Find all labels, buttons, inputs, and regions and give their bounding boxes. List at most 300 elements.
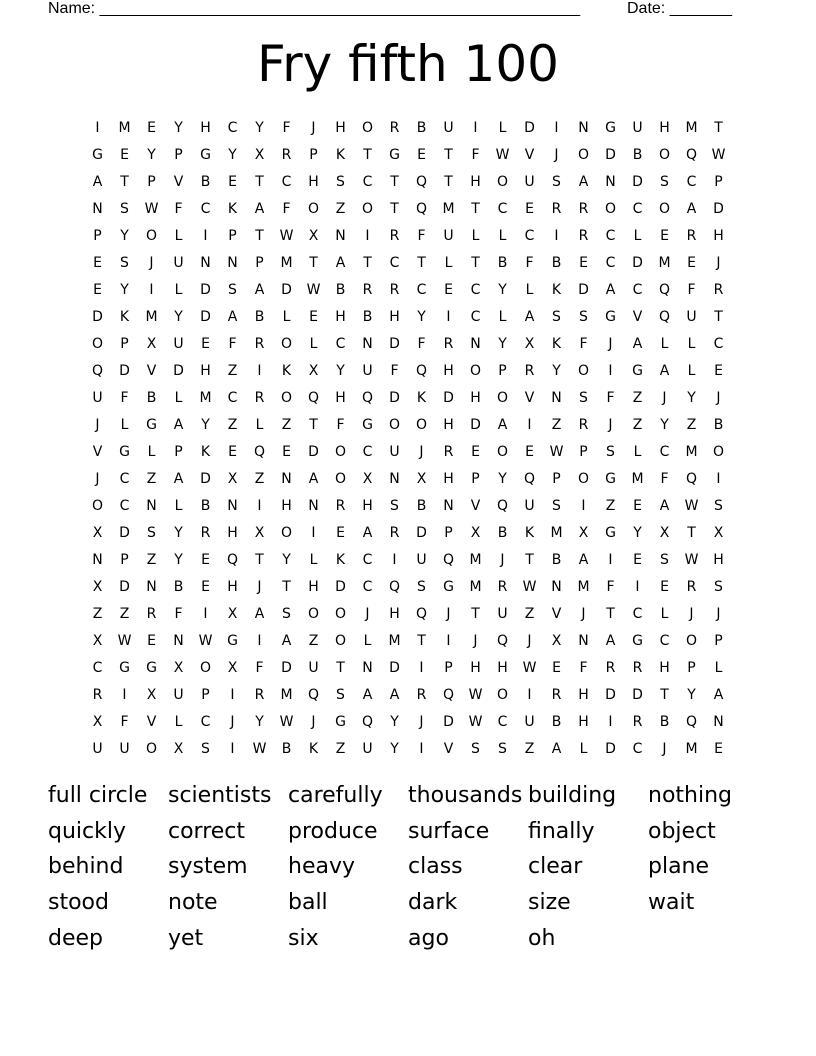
grid-cell[interactable]: R [389,281,400,298]
grid-cell[interactable]: W [684,497,699,514]
grid-cell[interactable]: E [120,146,129,163]
grid-cell[interactable]: P [714,632,723,649]
grid-cell[interactable]: Q [685,713,698,730]
grid-cell[interactable]: H [470,389,481,406]
grid-cell[interactable]: A [497,416,508,433]
grid-cell[interactable]: R [254,686,265,703]
grid-cell[interactable]: A [254,200,265,217]
grid-cell[interactable]: R [686,227,697,244]
grid-cell[interactable]: W [306,281,321,298]
grid-cell[interactable]: A [551,740,562,757]
grid-cell[interactable]: Q [307,686,320,703]
grid-cell[interactable]: A [578,173,589,190]
grid-cell[interactable]: L [633,227,642,244]
grid-cell[interactable]: R [524,362,535,379]
grid-cell[interactable]: E [147,632,156,649]
grid-cell[interactable]: S [714,497,723,514]
grid-cell[interactable]: I [608,362,613,379]
grid-cell[interactable]: D [713,200,724,217]
grid-cell[interactable]: Q [658,308,671,325]
grid-cell[interactable]: C [227,119,238,136]
grid-cell[interactable]: J [500,551,505,568]
grid-cell[interactable]: G [632,362,643,379]
grid-cell[interactable]: Q [388,578,401,595]
grid-cell[interactable]: X [146,335,157,352]
grid-cell[interactable]: I [446,308,451,325]
grid-cell[interactable]: F [417,227,426,244]
grid-cell[interactable]: M [685,443,698,460]
grid-cell[interactable]: C [632,200,643,217]
grid-cell[interactable]: X [92,524,103,541]
grid-cell[interactable]: Z [308,632,319,649]
grid-cell[interactable]: Z [281,416,292,433]
grid-cell[interactable]: P [93,227,102,244]
grid-cell[interactable]: Z [335,740,346,757]
grid-cell[interactable]: L [579,740,588,757]
grid-cell[interactable]: Z [605,497,616,514]
grid-cell[interactable]: U [443,119,454,136]
grid-cell[interactable]: Q [658,281,671,298]
grid-cell[interactable]: L [444,254,453,271]
grid-cell[interactable]: T [714,308,723,325]
grid-cell[interactable]: Z [92,605,103,622]
grid-cell[interactable]: F [579,335,588,352]
grid-cell[interactable]: I [554,119,559,136]
grid-cell[interactable]: S [579,389,588,406]
grid-cell[interactable]: I [95,119,100,136]
grid-cell[interactable]: E [660,578,669,595]
grid-cell[interactable]: E [93,254,102,271]
grid-cell[interactable]: O [361,119,374,136]
grid-cell[interactable]: F [228,335,237,352]
grid-cell[interactable]: J [419,443,424,460]
grid-cell[interactable]: T [309,416,318,433]
grid-cell[interactable]: Q [415,605,428,622]
grid-cell[interactable]: Y [174,308,183,325]
grid-cell[interactable]: E [201,578,210,595]
grid-cell[interactable]: R [497,578,508,595]
grid-cell[interactable]: T [714,119,723,136]
grid-cell[interactable]: K [119,308,130,325]
grid-cell[interactable]: C [524,227,535,244]
grid-cell[interactable]: O [712,443,725,460]
grid-cell[interactable]: K [335,551,346,568]
grid-cell[interactable]: T [417,632,426,649]
grid-cell[interactable]: G [605,119,616,136]
grid-cell[interactable]: X [659,524,670,541]
grid-cell[interactable]: D [200,308,211,325]
grid-cell[interactable]: N [470,335,481,352]
grid-cell[interactable]: L [255,416,264,433]
grid-cell[interactable]: H [389,308,400,325]
grid-cell[interactable]: P [444,524,453,541]
grid-cell[interactable]: S [282,605,291,622]
grid-cell[interactable]: E [336,524,345,541]
grid-cell[interactable]: G [92,146,103,163]
grid-cell[interactable]: C [605,227,616,244]
grid-cell[interactable]: O [361,200,374,217]
grid-cell[interactable]: H [443,416,454,433]
grid-cell[interactable]: R [335,497,346,514]
grid-cell[interactable]: A [362,524,373,541]
grid-cell[interactable]: N [92,551,103,568]
grid-cell[interactable]: S [336,173,345,190]
grid-cell[interactable]: B [281,740,292,757]
grid-cell[interactable]: R [146,605,157,622]
grid-cell[interactable]: M [145,308,158,325]
grid-cell[interactable]: M [469,578,482,595]
grid-cell[interactable]: Q [496,497,509,514]
grid-cell[interactable]: O [334,470,347,487]
grid-cell[interactable]: O [604,200,617,217]
grid-cell[interactable]: P [201,686,210,703]
grid-cell[interactable]: F [282,119,291,136]
grid-cell[interactable]: A [713,686,724,703]
grid-cell[interactable]: I [257,362,262,379]
grid-cell[interactable]: Z [227,362,238,379]
grid-cell[interactable]: F [390,362,399,379]
grid-cell[interactable]: B [551,551,562,568]
grid-cell[interactable]: Q [415,200,428,217]
grid-cell[interactable]: Y [390,713,399,730]
grid-cell[interactable]: M [685,119,698,136]
grid-cell[interactable]: T [471,200,480,217]
grid-cell[interactable]: K [308,740,319,757]
grid-cell[interactable]: X [92,578,103,595]
grid-cell[interactable]: R [551,686,562,703]
grid-cell[interactable]: O [658,146,671,163]
grid-cell[interactable]: L [147,443,156,460]
grid-cell[interactable]: Q [442,551,455,568]
grid-cell[interactable]: S [579,308,588,325]
grid-cell[interactable]: T [390,173,399,190]
grid-cell[interactable]: H [227,578,238,595]
grid-cell[interactable]: G [389,146,400,163]
grid-cell[interactable]: G [227,632,238,649]
grid-cell[interactable]: C [659,632,670,649]
grid-cell[interactable]: O [334,443,347,460]
grid-cell[interactable]: C [227,389,238,406]
grid-cell[interactable]: D [308,443,319,460]
grid-cell[interactable]: E [660,227,669,244]
grid-cell[interactable]: M [442,200,455,217]
grid-cell[interactable]: Z [146,551,157,568]
grid-cell[interactable]: B [713,416,724,433]
grid-cell[interactable]: L [174,389,183,406]
grid-cell[interactable]: Q [685,146,698,163]
grid-cell[interactable]: B [200,497,211,514]
grid-cell[interactable]: E [228,443,237,460]
grid-cell[interactable]: H [470,659,481,676]
grid-cell[interactable]: C [632,281,643,298]
grid-cell[interactable]: R [713,281,724,298]
grid-cell[interactable]: U [524,713,535,730]
grid-cell[interactable]: U [173,686,184,703]
grid-cell[interactable]: D [119,362,130,379]
grid-cell[interactable]: Y [174,551,183,568]
grid-cell[interactable]: Q [226,551,239,568]
grid-cell[interactable]: A [659,362,670,379]
grid-cell[interactable]: J [581,605,586,622]
grid-cell[interactable]: D [173,362,184,379]
grid-cell[interactable]: A [254,281,265,298]
grid-cell[interactable]: O [469,362,482,379]
grid-cell[interactable]: V [173,173,184,190]
grid-cell[interactable]: Z [254,470,265,487]
grid-cell[interactable]: J [419,713,424,730]
grid-cell[interactable]: X [146,686,157,703]
grid-cell[interactable]: Y [174,524,183,541]
grid-cell[interactable]: O [145,227,158,244]
grid-cell[interactable]: A [605,632,616,649]
grid-cell[interactable]: Q [685,470,698,487]
grid-cell[interactable]: L [687,335,696,352]
grid-cell[interactable]: D [416,524,427,541]
grid-cell[interactable]: X [578,524,589,541]
grid-cell[interactable]: H [227,524,238,541]
grid-cell[interactable]: X [92,632,103,649]
grid-cell[interactable]: L [309,335,318,352]
grid-cell[interactable]: H [659,659,670,676]
grid-cell[interactable]: N [389,470,400,487]
grid-cell[interactable]: R [686,578,697,595]
grid-cell[interactable]: H [659,119,670,136]
grid-cell[interactable]: R [443,335,454,352]
grid-cell[interactable]: A [227,308,238,325]
grid-cell[interactable]: H [308,173,319,190]
grid-cell[interactable]: V [632,308,643,325]
grid-cell[interactable]: U [416,551,427,568]
grid-cell[interactable]: D [524,119,535,136]
grid-cell[interactable]: T [363,146,372,163]
grid-cell[interactable]: Y [336,362,345,379]
grid-cell[interactable]: T [471,254,480,271]
grid-cell[interactable]: L [309,551,318,568]
grid-cell[interactable]: E [201,551,210,568]
grid-cell[interactable]: H [713,227,724,244]
grid-cell[interactable]: D [200,470,211,487]
grid-cell[interactable]: X [173,740,184,757]
grid-cell[interactable]: S [417,578,426,595]
grid-cell[interactable]: O [577,146,590,163]
grid-cell[interactable]: N [92,200,103,217]
grid-cell[interactable]: U [524,173,535,190]
grid-cell[interactable]: W [468,713,483,730]
grid-cell[interactable]: E [552,659,561,676]
grid-cell[interactable]: A [254,605,265,622]
grid-cell[interactable]: E [714,740,723,757]
grid-cell[interactable]: M [388,632,401,649]
grid-cell[interactable]: T [336,659,345,676]
grid-cell[interactable]: Q [415,173,428,190]
grid-cell[interactable]: A [659,497,670,514]
grid-cell[interactable]: I [230,686,235,703]
grid-cell[interactable]: J [95,416,100,433]
grid-cell[interactable]: J [473,632,478,649]
grid-cell[interactable]: U [362,740,373,757]
grid-cell[interactable]: S [552,173,561,190]
grid-cell[interactable]: B [254,308,265,325]
grid-cell[interactable]: D [443,389,454,406]
grid-cell[interactable]: Y [282,551,291,568]
grid-cell[interactable]: H [200,362,211,379]
grid-cell[interactable]: H [578,686,589,703]
grid-cell[interactable]: L [660,605,669,622]
grid-cell[interactable]: W [144,200,159,217]
grid-cell[interactable]: P [714,173,723,190]
grid-cell[interactable]: M [685,740,698,757]
grid-cell[interactable]: B [362,308,373,325]
grid-cell[interactable]: A [632,335,643,352]
grid-cell[interactable]: W [468,686,483,703]
grid-cell[interactable]: G [119,443,130,460]
grid-cell[interactable]: R [389,524,400,541]
grid-cell[interactable]: S [120,254,129,271]
grid-cell[interactable]: K [281,362,292,379]
grid-cell[interactable]: X [254,146,265,163]
grid-cell[interactable]: Y [660,416,669,433]
grid-cell[interactable]: O [280,389,293,406]
grid-cell[interactable]: J [689,605,694,622]
grid-cell[interactable]: F [579,659,588,676]
grid-cell[interactable]: X [308,227,319,244]
grid-cell[interactable]: U [173,254,184,271]
grid-cell[interactable]: A [173,416,184,433]
grid-cell[interactable]: J [716,254,721,271]
grid-cell[interactable]: M [199,389,212,406]
grid-cell[interactable]: R [362,281,373,298]
grid-cell[interactable]: D [389,389,400,406]
grid-cell[interactable]: T [471,605,480,622]
grid-cell[interactable]: E [633,551,642,568]
grid-cell[interactable]: O [307,605,320,622]
grid-cell[interactable]: L [525,281,534,298]
grid-cell[interactable]: T [255,173,264,190]
grid-cell[interactable]: R [200,524,211,541]
grid-cell[interactable]: D [119,578,130,595]
grid-cell[interactable]: Z [524,740,535,757]
grid-cell[interactable]: H [443,470,454,487]
grid-cell[interactable]: V [92,443,103,460]
grid-cell[interactable]: X [524,335,535,352]
grid-cell[interactable]: X [308,362,319,379]
grid-cell[interactable]: I [203,605,208,622]
grid-cell[interactable]: A [524,308,535,325]
grid-cell[interactable]: P [498,362,507,379]
grid-cell[interactable]: A [389,686,400,703]
grid-cell[interactable]: K [416,389,427,406]
grid-cell[interactable]: O [334,605,347,622]
grid-cell[interactable]: O [685,632,698,649]
grid-cell[interactable]: C [119,497,130,514]
grid-cell[interactable]: X [470,524,481,541]
grid-cell[interactable]: P [444,659,453,676]
grid-cell[interactable]: R [578,227,589,244]
grid-cell[interactable]: J [311,119,316,136]
grid-cell[interactable]: V [146,713,157,730]
grid-cell[interactable]: G [362,416,373,433]
grid-cell[interactable]: U [92,389,103,406]
grid-cell[interactable]: H [200,119,211,136]
grid-cell[interactable]: G [146,416,157,433]
grid-cell[interactable]: S [552,308,561,325]
grid-cell[interactable]: D [605,146,616,163]
grid-cell[interactable]: O [496,443,509,460]
grid-cell[interactable]: Q [442,686,455,703]
grid-cell[interactable]: N [362,659,373,676]
grid-cell[interactable]: Y [390,740,399,757]
grid-cell[interactable]: O [334,632,347,649]
grid-cell[interactable]: L [174,281,183,298]
date-field-label[interactable]: Date: _______ [627,0,732,17]
grid-cell[interactable]: D [578,281,589,298]
grid-cell[interactable]: F [687,281,696,298]
grid-cell[interactable]: Z [227,416,238,433]
grid-cell[interactable]: Q [307,389,320,406]
grid-cell[interactable]: E [228,173,237,190]
grid-cell[interactable]: S [201,740,210,757]
grid-cell[interactable]: E [525,200,534,217]
grid-cell[interactable]: J [149,254,154,271]
grid-cell[interactable]: O [496,389,509,406]
grid-cell[interactable]: F [336,416,345,433]
grid-cell[interactable]: I [203,227,208,244]
grid-cell[interactable]: S [147,524,156,541]
grid-cell[interactable]: R [443,443,454,460]
grid-cell[interactable]: P [147,173,156,190]
grid-cell[interactable]: F [606,578,615,595]
grid-cell[interactable]: T [255,551,264,568]
grid-cell[interactable]: X [713,524,724,541]
grid-cell[interactable]: T [444,173,453,190]
grid-cell[interactable]: T [363,254,372,271]
grid-cell[interactable]: N [200,254,211,271]
grid-cell[interactable]: R [389,227,400,244]
grid-cell[interactable]: U [632,119,643,136]
grid-cell[interactable]: Y [255,119,264,136]
grid-cell[interactable]: O [496,173,509,190]
grid-cell[interactable]: D [389,335,400,352]
grid-cell[interactable]: T [255,227,264,244]
grid-cell[interactable]: Y [687,686,696,703]
grid-cell[interactable]: D [632,254,643,271]
grid-cell[interactable]: A [686,200,697,217]
grid-cell[interactable]: J [257,578,262,595]
grid-cell[interactable]: N [335,227,346,244]
grid-cell[interactable]: I [527,686,532,703]
grid-cell[interactable]: X [227,605,238,622]
grid-cell[interactable]: I [716,470,721,487]
grid-cell[interactable]: K [551,281,562,298]
grid-cell[interactable]: J [608,335,613,352]
grid-cell[interactable]: P [309,146,318,163]
grid-cell[interactable]: F [174,200,183,217]
grid-cell[interactable]: Z [335,200,346,217]
grid-cell[interactable]: B [497,254,508,271]
grid-cell[interactable]: C [497,200,508,217]
grid-cell[interactable]: O [145,740,158,757]
grid-cell[interactable]: Y [552,362,561,379]
grid-cell[interactable]: I [473,119,478,136]
grid-cell[interactable]: X [173,659,184,676]
grid-cell[interactable]: N [551,389,562,406]
grid-cell[interactable]: T [606,605,615,622]
grid-cell[interactable]: F [660,470,669,487]
grid-cell[interactable]: J [527,632,532,649]
grid-cell[interactable]: W [711,146,726,163]
grid-cell[interactable]: D [281,281,292,298]
grid-cell[interactable]: M [469,551,482,568]
